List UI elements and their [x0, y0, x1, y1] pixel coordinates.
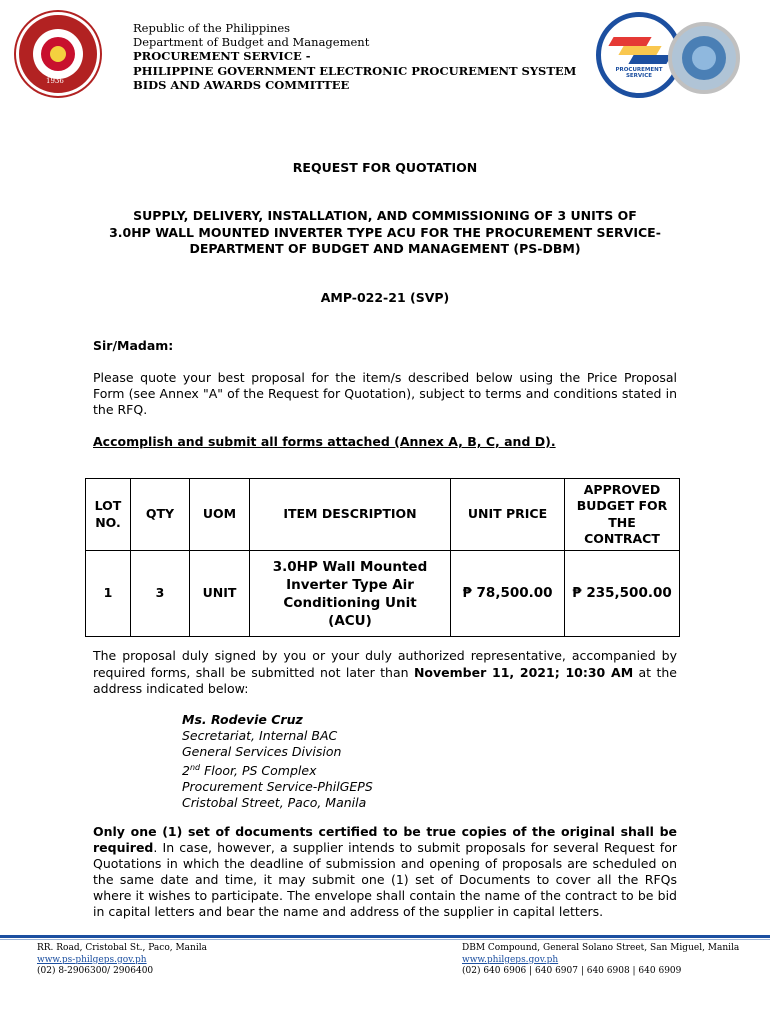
proposal-text-before: The proposal duly signed by you or your duly authorized representative, accompanied by required forms, shall be submitted not later than	[93, 648, 677, 680]
table-row	[86, 551, 680, 637]
agency-line-ps: PROCUREMENT SERVICE -	[133, 49, 311, 64]
globe-icon	[692, 46, 716, 70]
proposal-paragraph	[93, 648, 677, 698]
ps-logo-text-2: SERVICE	[625, 73, 653, 79]
accomplish-instruction: Accomplish and submit all forms attached (Annex A, B, C, and D).	[93, 434, 556, 449]
document-title: REQUEST FOR QUOTATION	[292, 160, 478, 175]
subject-line-1: SUPPLY, DELIVERY, INSTALLATION, AND COMMISSIONING OF 3 UNITS OF	[133, 208, 637, 223]
letterhead	[0, 0, 770, 110]
agency-line-department: Department of Budget and Management	[133, 35, 370, 50]
header-uom: UOM	[190, 479, 250, 551]
header-unit-price: UNIT PRICE	[451, 479, 565, 551]
cell-unit-price: ₱ 78,500.00	[451, 551, 565, 637]
address-line-2: General Services Division	[182, 744, 342, 759]
agency-line-republic: Republic of the Philippines	[133, 21, 291, 35]
footer-right	[462, 943, 739, 978]
document-subject	[93, 208, 677, 258]
contact-name: Ms. Rodevie Cruz	[182, 712, 303, 727]
agency-line-bac: BIDS AND AWARDS COMMITTEE	[133, 77, 350, 92]
footer-right-website-link[interactable]: www.philgeps.gov.ph	[462, 954, 559, 965]
header-lot-no: LOT NO.	[86, 479, 131, 551]
header-item-description: ITEM DESCRIPTION	[250, 479, 451, 551]
cell-description: 3.0HP Wall Mounted Inverter Type Air Conditioning Unit (ACU)	[250, 551, 451, 637]
ps-logo-text-1: PROCUREMENT	[615, 67, 663, 73]
salutation: Sir/Madam:	[93, 338, 174, 353]
seal-year: 1936	[46, 77, 64, 85]
footer-divider	[0, 935, 770, 938]
philgeps-logo	[668, 22, 740, 94]
address-line-4: Procurement Service-PhilGEPS	[182, 779, 373, 795]
footer-left-website-link[interactable]: www.ps-philgeps.gov.ph	[37, 954, 147, 965]
reference-number: AMP-022-21 (SVP)	[320, 290, 450, 305]
header-approved-budget: APPROVED BUDGET FOR THE CONTRACT	[565, 479, 680, 551]
footer-left-phone: (02) 8-2906300/ 2906400	[37, 966, 154, 976]
cell-uom: UNIT	[190, 551, 250, 637]
cell-qty: 3	[131, 551, 190, 637]
documents-requirement-bold: Only one (1) set of documents certified to be true copies of the original shall be required	[93, 824, 677, 855]
footer-right-address: DBM Compound, General Solano Street, San Miguel, Manila	[462, 943, 740, 953]
footer-divider-thin	[0, 939, 770, 940]
footer-left	[37, 943, 207, 978]
documents-paragraph	[93, 824, 677, 920]
subject-line-2: 3.0HP WALL MOUNTED INVERTER TYPE ACU FOR THE PROCUREMENT SERVICE-	[109, 224, 661, 240]
cell-approved-budget: ₱ 235,500.00	[565, 551, 680, 637]
proposal-deadline: November 11, 2021; 10:30 AM	[413, 664, 634, 680]
submission-address	[182, 712, 373, 811]
intro-paragraph: Please quote your best proposal for the item/s described below using the Price Proposal Form (see Annex "A" of the Request for Quotation), subject to terms and conditions stated in the RFQ.	[93, 370, 677, 417]
footer-right-phone: (02) 640 6906 | 640 6907 | 640 6908 | 640 6909	[462, 966, 682, 976]
documents-requirement-rest: . In case, however, a supplier intends to submit proposals for several Request for Quotations in which the deadline of submission and opening of proposals are scheduled on the same date and time, it may submit one (1) set of Documents to cover all the RFQs where it wishes to participate. The envelope shall contain the name of the contract to be bid in capital letters and bear the name and address of the supplier in capital letters.	[93, 840, 677, 919]
proposal-text-after: at the address indicated below:	[93, 664, 677, 696]
address-line-1: Secretariat, Internal BAC	[182, 728, 338, 743]
address-line-5: Cristobal Street, Paco, Manila	[182, 795, 367, 811]
cell-lot: 1	[86, 551, 131, 637]
dbm-seal-logo	[16, 12, 100, 96]
footer-left-address: RR. Road, Cristobal St., Paco, Manila	[37, 943, 207, 953]
address-line-3: 2nd Floor, PS Complex	[182, 763, 317, 779]
agency-block	[133, 21, 576, 92]
table-header-row	[86, 479, 680, 551]
items-table	[85, 478, 680, 637]
subject-line-3: DEPARTMENT OF BUDGET AND MANAGEMENT (PS-DBM)	[189, 241, 581, 256]
header-qty: QTY	[131, 479, 190, 551]
agency-line-philgeps: PHILIPPINE GOVERNMENT ELECTRONIC PROCUREMENT SYSTEM	[133, 63, 577, 78]
